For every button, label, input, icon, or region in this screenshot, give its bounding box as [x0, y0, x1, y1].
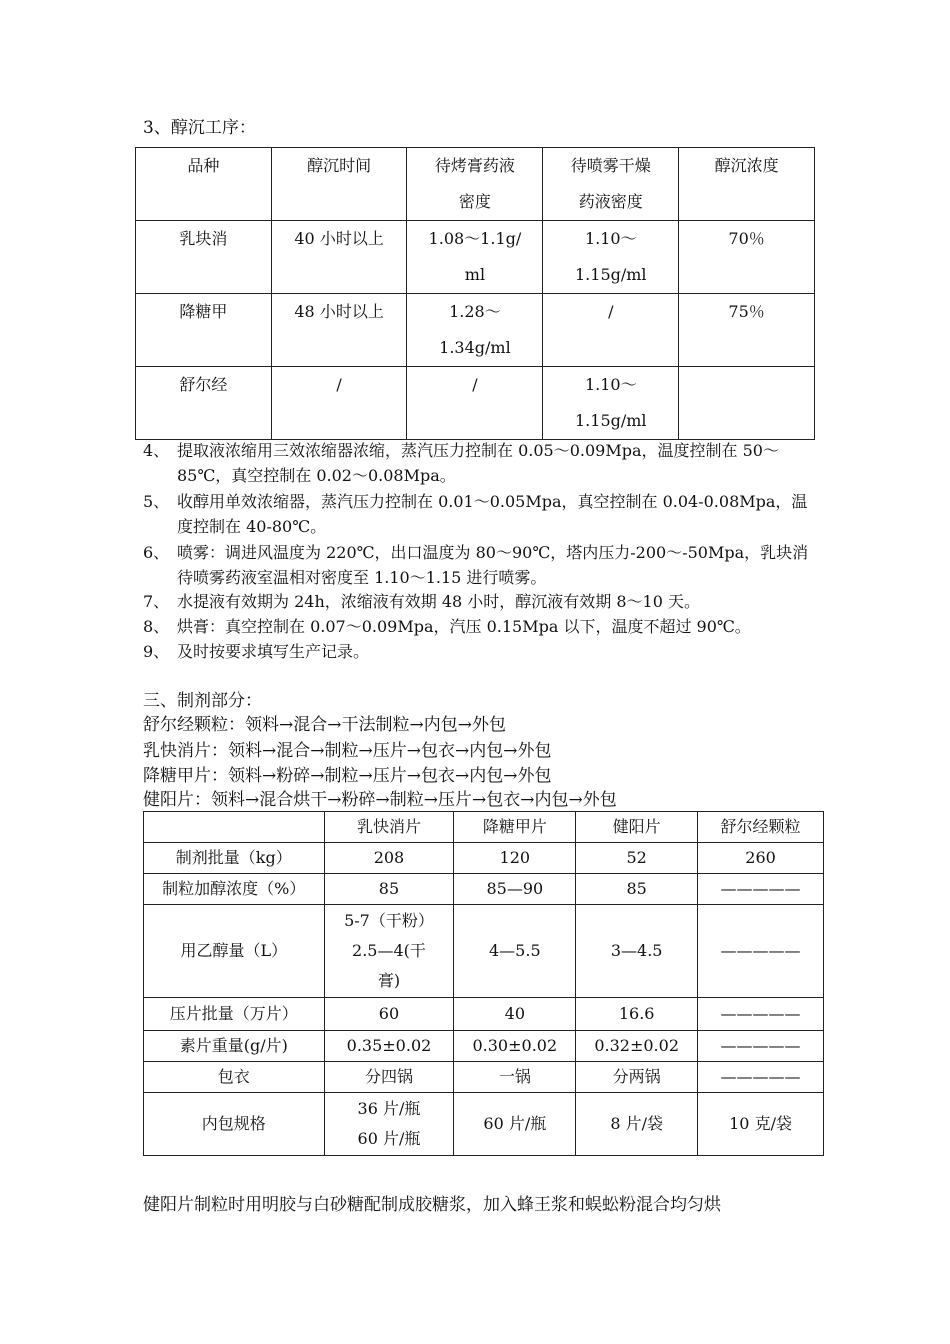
table-row: [144, 905, 824, 998]
process-line: 舒尔经颗粒：领料→混合→干法制粒→内包→外包: [143, 715, 506, 735]
table1-cell: 48 小时以上: [271, 294, 407, 367]
table2-cell: 压片批量（万片）: [144, 998, 325, 1031]
item-text: 收醇用单效浓缩器，蒸汽压力控制在 0.01～0.05Mpa，真空控制在 0.04-0.08Mpa，温度控制在 40-80℃。: [177, 492, 808, 536]
table1-header-cell: 待喷雾干燥 药液密度: [543, 148, 679, 221]
table1-cell: /: [407, 367, 543, 440]
table2-cell: 包衣: [144, 1062, 325, 1093]
table2-header-cell: 乳快消片: [324, 812, 454, 843]
footer-paragraph: 健阳片制粒时用明胶与白砂糖配制成胶糖浆，加入蜂王浆和蜈蚣粉混合均匀烘: [143, 1195, 721, 1215]
table-row: [136, 367, 815, 440]
process-line: 降糖甲片：领料→粉碎→制粒→压片→包衣→内包→外包: [143, 766, 552, 786]
item-number: 4、: [143, 441, 170, 460]
item-number: 9、: [143, 642, 170, 661]
table1-header-cell: 品种: [136, 148, 272, 221]
table1-cell: 70％: [679, 221, 815, 294]
table1-cell: 舒尔经: [136, 367, 272, 440]
process-line: 健阳片：领料→混合烘干→粉碎→制粒→压片→包衣→内包→外包: [143, 790, 617, 810]
table1-cell: 1.10～ 1.15g/ml: [543, 221, 679, 294]
table2-cell: 素片重量(g/片): [144, 1031, 325, 1062]
section3-heading: 3、醇沉工序：: [143, 118, 256, 138]
table-row: [144, 843, 824, 874]
section-three-heading: 三、制剂部分：: [143, 691, 262, 711]
table1-cell: /: [543, 294, 679, 367]
process-line: 乳快消片：领料→混合→制粒→压片→包衣→内包→外包: [143, 741, 552, 761]
alcohol-precipitation-table: [135, 147, 815, 440]
table2-cell: —————: [698, 874, 824, 905]
table2-cell: —————: [698, 998, 824, 1031]
table1-cell: 乳块消: [136, 221, 272, 294]
table2-cell: 分两锅: [576, 1062, 698, 1093]
table2-cell: 60: [324, 998, 454, 1031]
table2-cell: 用乙醇量（L）: [144, 905, 325, 998]
table2-cell: —————: [698, 905, 824, 998]
table2-cell: 内包规格: [144, 1093, 325, 1156]
table1-cell: 降糖甲: [136, 294, 272, 367]
table1-cell: [679, 367, 815, 440]
table1-header-cell: 醇沉时间: [271, 148, 407, 221]
table1-header-cell: 待烤膏药液 密度: [407, 148, 543, 221]
list-item: [143, 639, 823, 664]
table2-cell: 85: [324, 874, 454, 905]
table2-cell: 3—4.5: [576, 905, 698, 998]
list-item: [143, 489, 823, 539]
table2-cell: 85: [576, 874, 698, 905]
table2-header-cell: [144, 812, 325, 843]
table2-cell: 10 克/袋: [698, 1093, 824, 1156]
table2-header-cell: 降糖甲片: [454, 812, 576, 843]
table1-cell: 1.28～ 1.34g/ml: [407, 294, 543, 367]
table1-cell: 1.10～ 1.15g/ml: [543, 367, 679, 440]
table1-cell: /: [271, 367, 407, 440]
list-item: [143, 540, 823, 590]
table2-cell: —————: [698, 1031, 824, 1062]
item-text: 及时按要求填写生产记录。: [177, 642, 370, 661]
table1-cell: 75％: [679, 294, 815, 367]
table2-header-cell: 健阳片: [576, 812, 698, 843]
table2-cell: 260: [698, 843, 824, 874]
list-item: [143, 614, 823, 639]
list-item: [143, 589, 823, 614]
table-row: [144, 998, 824, 1031]
table2-cell: 52: [576, 843, 698, 874]
table2-cell: 制剂批量（kg）: [144, 843, 325, 874]
table2-cell: 0.35±0.02: [324, 1031, 454, 1062]
table2-cell: 36 片/瓶 60 片/瓶: [324, 1093, 454, 1156]
formulation-table: [143, 811, 824, 1156]
table2-cell: 208: [324, 843, 454, 874]
table2-cell: 0.30±0.02: [454, 1031, 576, 1062]
item-text: 水提液有效期为 24h，浓缩液有效期 48 小时，醇沉液有效期 8～10 天。: [177, 592, 700, 611]
table-row: [136, 221, 815, 294]
table-row: [136, 294, 815, 367]
table2-cell: 60 片/瓶: [454, 1093, 576, 1156]
table2-cell: 4—5.5: [454, 905, 576, 998]
item-number: 6、: [143, 543, 170, 562]
item-number: 8、: [143, 617, 170, 636]
table1-header-cell: 醇沉浓度: [679, 148, 815, 221]
table2-cell: 8 片/袋: [576, 1093, 698, 1156]
item-number: 7、: [143, 592, 170, 611]
table1-header-row: [136, 148, 815, 221]
table2-cell: 16.6: [576, 998, 698, 1031]
table2-cell: 120: [454, 843, 576, 874]
table1-cell: 1.08～1.1g/ ml: [407, 221, 543, 294]
table2-cell: 40: [454, 998, 576, 1031]
table2-cell: 85—90: [454, 874, 576, 905]
table2-cell: 一锅: [454, 1062, 576, 1093]
table2-cell: —————: [698, 1062, 824, 1093]
table-row: [144, 1093, 824, 1156]
table1-cell: 40 小时以上: [271, 221, 407, 294]
table2-header-row: [144, 812, 824, 843]
table2-cell: 0.32±0.02: [576, 1031, 698, 1062]
table2-cell: 制粒加醇浓度（%）: [144, 874, 325, 905]
item-text: 提取液浓缩用三效浓缩器浓缩，蒸汽压力控制在 0.05～0.09Mpa，温度控制在 50～85℃，真空控制在 0.02～0.08Mpa。: [177, 441, 779, 485]
table-row: [144, 1062, 824, 1093]
item-text: 烘膏：真空控制在 0.07～0.09Mpa，汽压 0.15Mpa 以下，温度不超过 90℃。: [177, 617, 751, 636]
table-row: [144, 874, 824, 905]
table2-header-cell: 舒尔经颗粒: [698, 812, 824, 843]
item-number: 5、: [143, 492, 170, 511]
item-text: 喷雾：调进风温度为 220℃，出口温度为 80～90℃，塔内压力-200～-50Mpa，乳块消待喷雾药液室温相对密度至 1.10～1.15 进行喷雾。: [177, 543, 809, 587]
table-row: [144, 1031, 824, 1062]
list-item: [143, 438, 823, 488]
table2-cell: 分四锅: [324, 1062, 454, 1093]
table2-cell: 5-7（干粉） 2.5—4(干 膏): [324, 905, 454, 998]
